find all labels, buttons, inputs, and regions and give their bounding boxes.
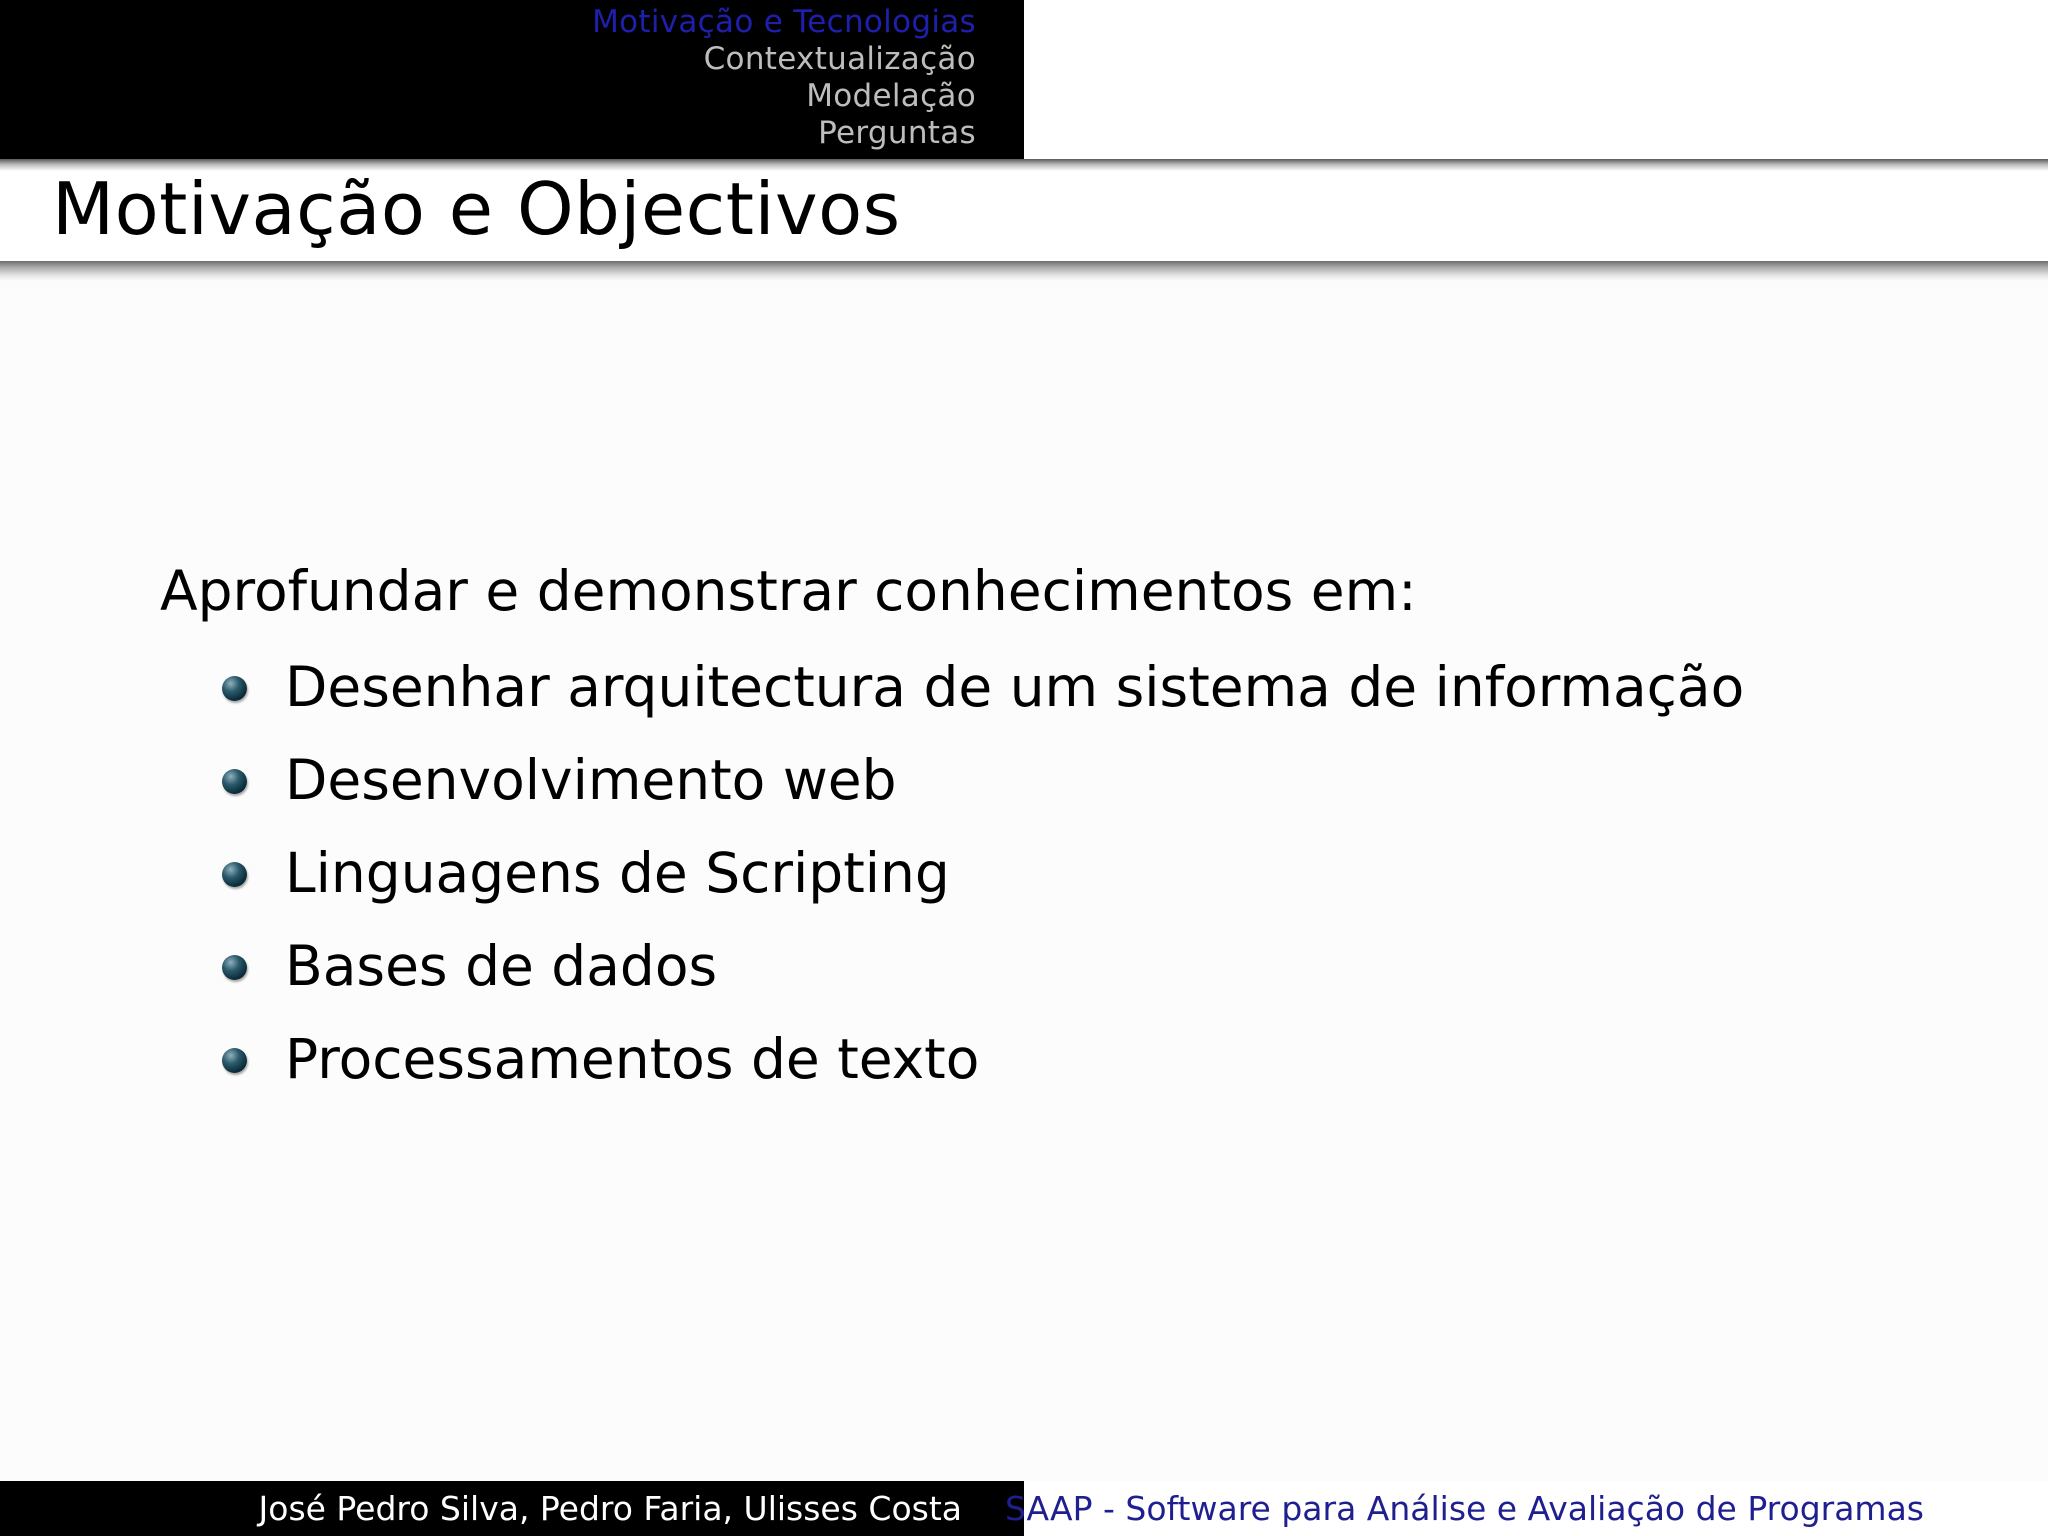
sphere-bullet-icon <box>222 955 247 980</box>
title-bar-bottom-shadow <box>0 261 2048 281</box>
footer-presentation-title[interactable]: SAAP - Software para Análise e Avaliação de Programas <box>1004 1489 1924 1528</box>
sphere-bullet-icon <box>222 769 247 794</box>
list-item <box>160 827 1960 920</box>
list-item-text: Bases de dados <box>285 934 718 998</box>
sphere-bullet-icon <box>222 862 247 887</box>
footer-title-panel <box>1004 1481 2048 1536</box>
list-item-text: Desenvolvimento web <box>285 748 897 812</box>
intro-text: Aprofundar e demonstrar conhecimentos em: <box>160 559 1417 623</box>
list-item <box>160 1013 1960 1106</box>
frame-title: Motivação e Objectivos <box>52 167 901 251</box>
sphere-bullet-icon <box>222 1048 247 1073</box>
sphere-bullet-icon <box>222 676 247 701</box>
list-item <box>160 734 1960 827</box>
frame-content <box>160 548 1960 1106</box>
list-item <box>160 920 1960 1013</box>
nav-item-modelacao[interactable]: Modelação <box>806 78 976 114</box>
objectives-list <box>160 641 1960 1106</box>
list-item-text: Linguagens de Scripting <box>285 841 950 905</box>
section-navigation-list <box>592 4 976 152</box>
footer-authors: José Pedro Silva, Pedro Faria, Ulisses Costa <box>258 1489 962 1528</box>
list-item <box>160 641 1960 734</box>
list-item-text: Desenhar arquitectura de um sistema de informação <box>285 655 1745 719</box>
section-navigation <box>0 0 1024 162</box>
list-item-text: Processamentos de texto <box>285 1027 980 1091</box>
footer-authors-panel <box>0 1481 1024 1536</box>
nav-item-contextualizacao[interactable]: Contextualização <box>703 41 976 77</box>
nav-item-perguntas[interactable]: Perguntas <box>818 115 976 151</box>
nav-item-motivacao-tecnologias[interactable]: Motivação e Tecnologias <box>592 4 976 40</box>
header-blank-area <box>1024 0 2048 162</box>
